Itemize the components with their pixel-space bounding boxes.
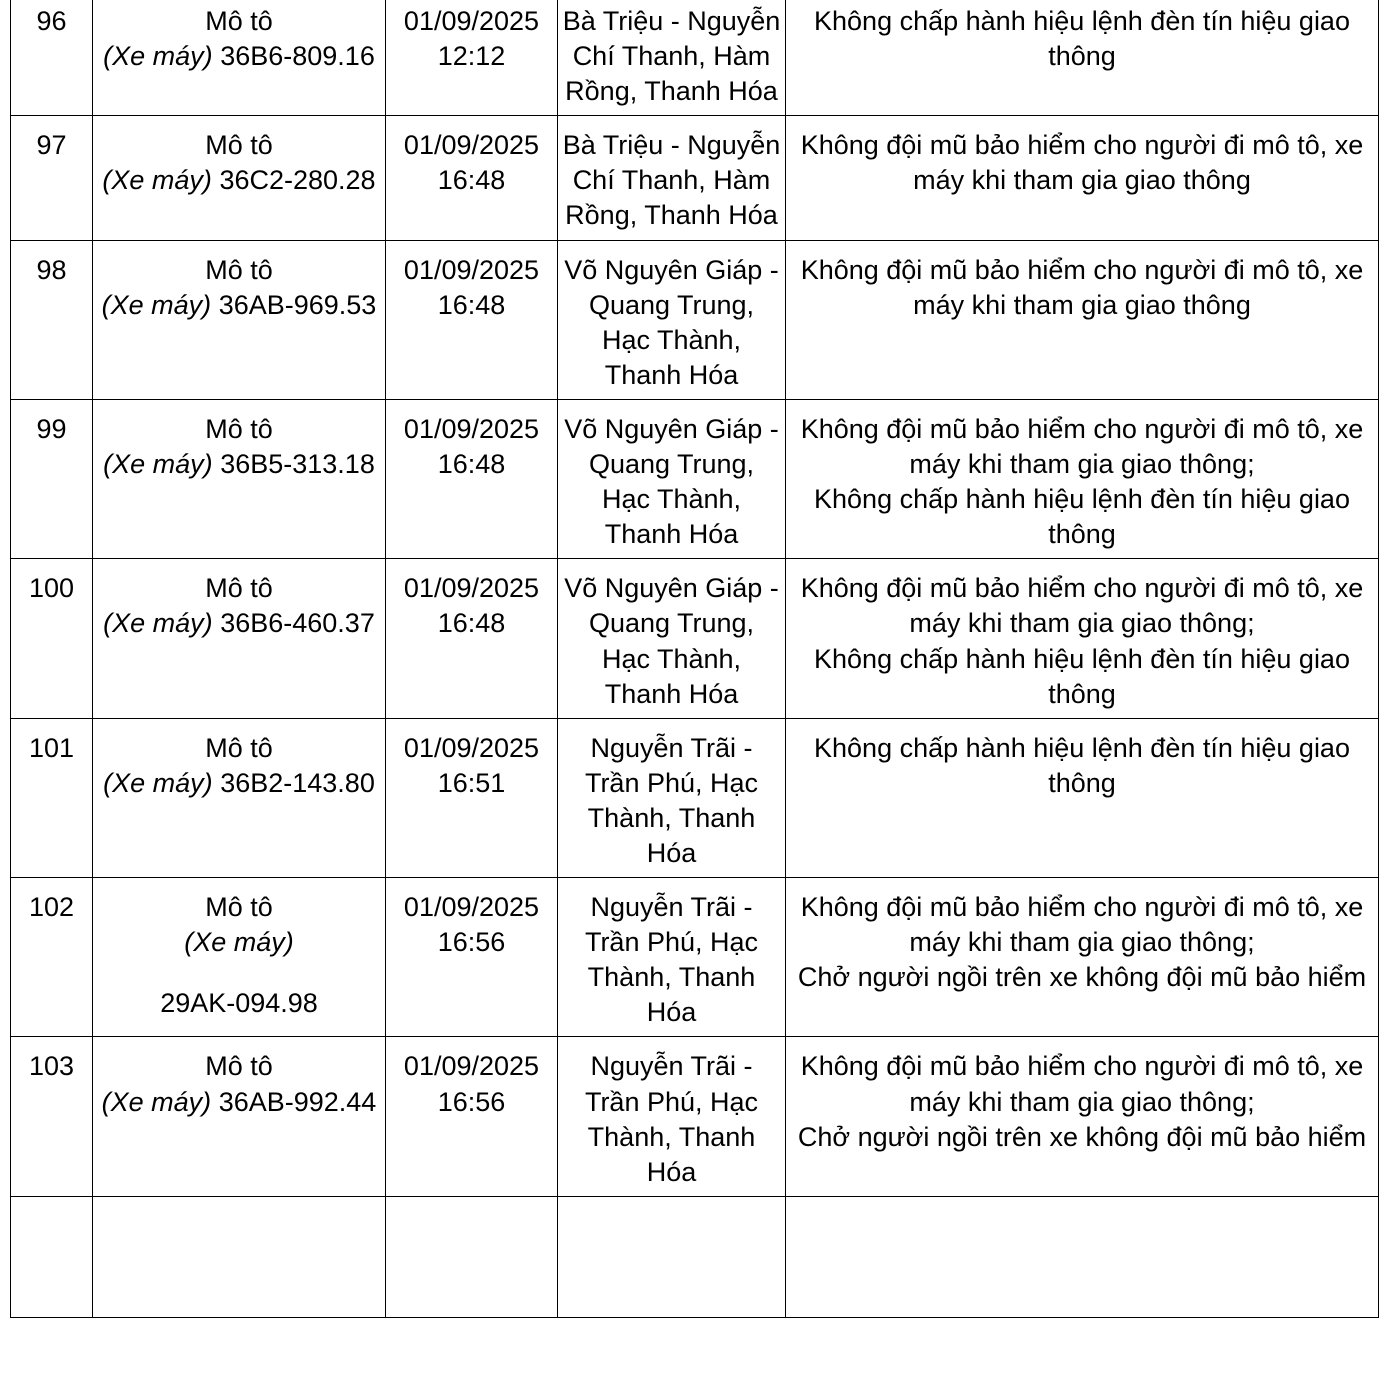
vehicle-type-label: Mô tô — [205, 732, 273, 763]
cell-vehicle — [93, 559, 386, 718]
cell-violation — [786, 1037, 1379, 1196]
violation-description-line: Không chấp hành hiệu lệnh đèn tín hiệu giao thông — [814, 732, 1350, 798]
violation-description-line: Không đội mũ bảo hiểm cho người đi mô tô, xe máy khi tham gia giao thông; — [800, 413, 1364, 480]
violation-date: 01/09/2025 — [403, 254, 540, 285]
vehicle-plate-number: 36B6-460.37 — [220, 608, 375, 639]
vehicle-plate-number: 36AB-992.44 — [218, 1086, 377, 1117]
vehicle-subtype-label: (Xe máy) — [184, 927, 294, 958]
vehicle-plate-number: 36AB-969.53 — [218, 289, 377, 320]
cell-datetime — [386, 559, 558, 718]
vehicle-subtype-and-plate — [97, 288, 381, 323]
vehicle-subtype-label: (Xe máy) — [101, 289, 212, 320]
vehicle-subtype-label: (Xe máy) — [101, 1086, 212, 1117]
table-row-partial-bottom — [11, 1196, 1379, 1317]
vehicle-subtype-and-plate — [97, 39, 381, 74]
vehicle-subtype-and-plate — [97, 447, 381, 482]
violation-description-line: Không chấp hành hiệu lệnh đèn tín hiệu giao thông — [814, 6, 1350, 72]
cell-location: Võ Nguyên Giáp - Quang Trung, Hạc Thành, Thanh Hóa — [558, 399, 786, 558]
table-cell-empty — [11, 1196, 93, 1317]
cell-stt: 96 — [11, 0, 93, 116]
vehicle-type-label: Mô tô — [205, 254, 273, 285]
table-row — [11, 878, 1379, 1037]
cell-stt: 98 — [11, 240, 93, 399]
cell-datetime — [386, 116, 558, 240]
violation-date: 01/09/2025 — [403, 892, 540, 923]
table-row — [11, 718, 1379, 877]
cell-violation — [786, 718, 1379, 877]
cell-location: Nguyễn Trãi - Trần Phú, Hạc Thành, Thanh Hóa — [558, 718, 786, 877]
table-cell-empty — [386, 1196, 558, 1317]
cell-stt: 100 — [11, 559, 93, 718]
cell-location: Nguyễn Trãi - Trần Phú, Hạc Thành, Thanh Hóa — [558, 1037, 786, 1196]
cell-vehicle — [93, 718, 386, 877]
table-cell-empty — [558, 1196, 786, 1317]
vehicle-plate-number: 36C2-280.28 — [219, 165, 376, 196]
cell-datetime — [386, 718, 558, 877]
cell-violation — [786, 116, 1379, 240]
cell-stt: 99 — [11, 399, 93, 558]
cell-vehicle — [93, 1037, 386, 1196]
vehicle-plate-number: 36B6-809.16 — [220, 41, 375, 72]
vehicle-type-label: Mô tô — [205, 6, 273, 36]
table-row — [11, 240, 1379, 399]
cell-datetime — [386, 1037, 558, 1196]
cell-location: Nguyễn Trãi - Trần Phú, Hạc Thành, Thanh Hóa — [558, 878, 786, 1037]
vehicle-subtype-label: (Xe máy) — [103, 608, 213, 639]
cell-violation — [786, 559, 1379, 718]
cell-location: Võ Nguyên Giáp - Quang Trung, Hạc Thành, Thanh Hóa — [558, 240, 786, 399]
vehicle-type-label: Mô tô — [205, 573, 273, 604]
cell-vehicle — [93, 240, 386, 399]
violation-date: 01/09/2025 — [403, 573, 540, 604]
cell-datetime — [386, 240, 558, 399]
violation-description-line: Không chấp hành hiệu lệnh đèn tín hiệu giao thông — [814, 643, 1350, 709]
table-scroll-container — [10, 0, 1379, 1318]
vehicle-subtype-and-plate — [97, 766, 381, 801]
vehicle-type-label: Mô tô — [205, 892, 273, 923]
violation-description-line: Chở người ngồi trên xe không đội mũ bảo hiểm — [797, 962, 1367, 993]
vehicle-subtype-and-plate — [97, 1085, 381, 1120]
violations-table — [10, 0, 1379, 1318]
violation-time: 16:48 — [437, 289, 506, 320]
cell-datetime — [386, 0, 558, 116]
cell-vehicle — [93, 399, 386, 558]
violation-description-line: Không chấp hành hiệu lệnh đèn tín hiệu giao thông — [814, 484, 1350, 550]
violation-description-line: Không đội mũ bảo hiểm cho người đi mô tô, xe máy khi tham gia giao thông; — [800, 573, 1364, 639]
vehicle-subtype-label: (Xe máy) — [102, 165, 212, 196]
violation-description-line: Chở người ngồi trên xe không đội mũ bảo hiểm — [797, 1121, 1367, 1152]
cell-location: Bà Triệu - Nguyễn Chí Thanh, Hàm Rồng, Thanh Hóa — [558, 0, 786, 116]
table-cell-empty — [93, 1196, 386, 1317]
vehicle-type-label: Mô tô — [205, 413, 273, 444]
violation-date: 01/09/2025 — [403, 130, 540, 161]
cell-violation — [786, 878, 1379, 1037]
vehicle-subtype-label: (Xe máy) — [103, 449, 213, 480]
cell-vehicle — [93, 0, 386, 116]
cell-violation — [786, 240, 1379, 399]
violation-time: 12:12 — [437, 41, 506, 72]
vehicle-type-label: Mô tô — [205, 130, 273, 161]
violation-date: 01/09/2025 — [403, 732, 540, 763]
violation-description-line: Không đội mũ bảo hiểm cho người đi mô tô, xe máy khi tham gia giao thông — [800, 130, 1364, 196]
vehicle-subtype-label: (Xe máy) — [103, 767, 213, 798]
cell-location: Bà Triệu - Nguyễn Chí Thanh, Hàm Rồng, Thanh Hóa — [558, 116, 786, 240]
cell-violation — [786, 0, 1379, 116]
table-row — [11, 1037, 1379, 1196]
table-row — [11, 399, 1379, 558]
cell-stt: 102 — [11, 878, 93, 1037]
cell-datetime — [386, 878, 558, 1037]
cell-stt: 101 — [11, 718, 93, 877]
vehicle-subtype-and-plate — [97, 163, 381, 198]
violation-time: 16:56 — [437, 927, 506, 958]
violation-date: 01/09/2025 — [403, 1051, 540, 1082]
vehicle-subtype-and-plate — [97, 606, 381, 641]
violation-description-line: Không đội mũ bảo hiểm cho người đi mô tô, xe máy khi tham gia giao thông; — [800, 1051, 1364, 1117]
violation-description-line: Không đội mũ bảo hiểm cho người đi mô tô, xe máy khi tham gia giao thông — [800, 254, 1364, 320]
cell-stt: 103 — [11, 1037, 93, 1196]
cell-stt: 97 — [11, 116, 93, 240]
table-row — [11, 116, 1379, 240]
violation-date: 01/09/2025 — [403, 413, 540, 444]
violation-time: 16:56 — [437, 1086, 506, 1117]
table-cell-empty — [786, 1196, 1379, 1317]
table-row — [11, 559, 1379, 718]
violation-time: 16:48 — [437, 165, 506, 196]
vehicle-plate-number: 29AK-094.98 — [160, 988, 318, 1019]
violation-description-line: Không đội mũ bảo hiểm cho người đi mô tô, xe máy khi tham gia giao thông; — [800, 892, 1364, 958]
violation-time: 16:48 — [437, 449, 506, 480]
vehicle-plate-number: 36B2-143.80 — [220, 767, 375, 798]
table-row — [11, 0, 1379, 116]
cell-vehicle — [93, 116, 386, 240]
vehicle-type-label: Mô tô — [205, 1051, 273, 1082]
cell-datetime — [386, 399, 558, 558]
violations-table-body — [11, 0, 1379, 1317]
violation-date: 01/09/2025 — [403, 6, 540, 36]
violation-time: 16:51 — [437, 767, 506, 798]
cell-vehicle — [93, 878, 386, 1037]
cell-violation — [786, 399, 1379, 558]
violation-time: 16:48 — [437, 608, 506, 639]
cell-location: Võ Nguyên Giáp - Quang Trung, Hạc Thành, Thanh Hóa — [558, 559, 786, 718]
vehicle-subtype-label: (Xe máy) — [103, 41, 213, 72]
vehicle-plate-number: 36B5-313.18 — [220, 449, 375, 480]
